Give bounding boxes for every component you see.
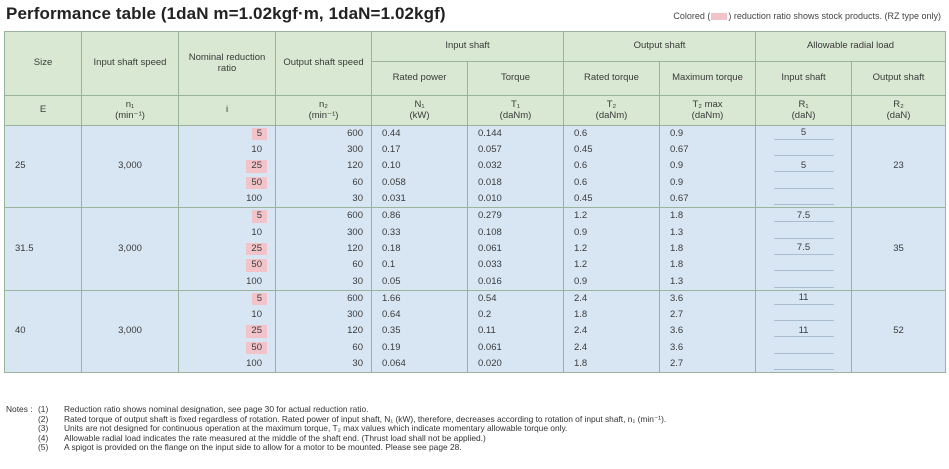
cell-input-torque: 0.016: [468, 274, 564, 291]
cell-input-radial-load: [756, 208, 852, 225]
cell-input-radial-load: [756, 191, 852, 208]
cell-rated-power: 0.64: [372, 307, 468, 323]
radial-load-value: 7.5: [774, 243, 834, 255]
cell-input-radial-load: [756, 274, 852, 291]
header-radial-load: Allowable radial load: [756, 32, 946, 62]
cell-reduction-ratio: [179, 208, 276, 225]
cell-output-speed: 600: [276, 290, 372, 307]
cell-input-radial-load: [756, 225, 852, 241]
header-output-radial: Output shaft: [852, 62, 946, 96]
header-input-radial-symbol: R₁ (daN): [756, 96, 852, 126]
cell-input-torque: 0.018: [468, 175, 564, 191]
cell-reduction-ratio: [179, 324, 276, 340]
cell-rated-power: 1.66: [372, 290, 468, 307]
header-output-radial-symbol: R₂ (daN): [852, 96, 946, 126]
cell-rated-power: 0.1: [372, 257, 468, 273]
notes-label: [6, 415, 38, 425]
stock-ratio-badge: 50: [246, 177, 267, 190]
note-text: Units are not designed for continuous operation at the maximum torque, T₂ max values which indicate momentary allowable torque only.: [64, 423, 568, 434]
cell-rated-power: 0.17: [372, 142, 468, 158]
stock-ratio-badge: 25: [246, 325, 267, 338]
cell-max-torque: 0.9: [660, 126, 756, 143]
header-rated-torque: Rated torque: [564, 62, 660, 96]
cell-rated-torque: 1.2: [564, 241, 660, 257]
cell-input-speed: 3,000: [82, 208, 179, 290]
cell-reduction-ratio: [179, 340, 276, 356]
cell-rated-torque: 2.4: [564, 324, 660, 340]
cell-output-speed: 300: [276, 225, 372, 241]
header-rated-torque-symbol: T₂ (daNm): [564, 96, 660, 126]
note-number: (3): [38, 423, 49, 434]
cell-input-radial-load: [756, 340, 852, 356]
radial-load-value: [774, 359, 834, 371]
legend-text-before: Colored (: [673, 11, 711, 21]
header-output-shaft: Output shaft: [564, 32, 756, 62]
cell-max-torque: 1.3: [660, 274, 756, 291]
legend-text-after: ) reduction ratio shows stock products. (RZ type only): [728, 11, 941, 21]
radial-load-value: 11: [774, 293, 834, 305]
cell-input-radial-load: [756, 307, 852, 323]
table-row: [5, 126, 946, 143]
cell-reduction-ratio: [179, 142, 276, 158]
note-number: (2): [38, 413, 49, 424]
radial-load-value: 7.5: [774, 211, 834, 223]
cell-output-speed: 120: [276, 159, 372, 175]
cell-output-speed: 300: [276, 307, 372, 323]
radial-load-value: 5: [774, 128, 834, 140]
cell-input-torque: 0.54: [468, 290, 564, 307]
cell-max-torque: 0.67: [660, 142, 756, 158]
cell-input-radial-load: [756, 290, 852, 307]
cell-reduction-ratio: [179, 191, 276, 208]
cell-output-speed: 60: [276, 340, 372, 356]
stock-ratio-badge: 25: [246, 243, 267, 256]
cell-input-radial-load: [756, 126, 852, 143]
cell-rated-power: 0.19: [372, 340, 468, 356]
cell-rated-torque: 0.9: [564, 274, 660, 291]
note-text: Reduction ratio shows nominal designation, see page 30 for actual reduction ratio.: [64, 404, 369, 414]
cell-output-radial-load: 52: [852, 290, 946, 372]
radial-load-value: [774, 276, 834, 288]
cell-rated-torque: 1.2: [564, 208, 660, 225]
notes-section: [6, 405, 666, 453]
ratio-value: 100: [246, 275, 262, 287]
cell-input-radial-load: [756, 257, 852, 273]
cell-input-radial-load: [756, 324, 852, 340]
cell-rated-torque: 0.45: [564, 142, 660, 158]
notes-label: [6, 424, 38, 434]
cell-input-torque: 0.020: [468, 356, 564, 373]
header-max-torque: Maximum torque: [660, 62, 756, 96]
cell-input-radial-load: [756, 159, 852, 175]
cell-max-torque: 2.7: [660, 307, 756, 323]
cell-max-torque: 0.9: [660, 159, 756, 175]
stock-ratio-badge: 5: [252, 128, 267, 141]
cell-rated-power: 0.058: [372, 175, 468, 191]
cell-rated-torque: 0.6: [564, 159, 660, 175]
cell-input-torque: 0.2: [468, 307, 564, 323]
cell-rated-power: 0.05: [372, 274, 468, 291]
cell-rated-power: 0.86: [372, 208, 468, 225]
cell-output-speed: 60: [276, 175, 372, 191]
stock-ratio-badge: 50: [246, 342, 267, 355]
cell-output-speed: 30: [276, 191, 372, 208]
cell-input-torque: 0.061: [468, 340, 564, 356]
cell-max-torque: 1.8: [660, 257, 756, 273]
cell-output-speed: 300: [276, 142, 372, 158]
cell-rated-torque: 0.9: [564, 225, 660, 241]
notes-label: Notes :: [6, 404, 33, 414]
cell-reduction-ratio: [179, 356, 276, 373]
cell-input-speed: 3,000: [82, 290, 179, 372]
cell-rated-torque: 0.6: [564, 175, 660, 191]
cell-input-torque: 0.144: [468, 126, 564, 143]
cell-output-speed: 60: [276, 257, 372, 273]
radial-load-value: [774, 177, 834, 189]
cell-reduction-ratio: [179, 159, 276, 175]
radial-load-value: [774, 145, 834, 157]
cell-reduction-ratio: [179, 307, 276, 323]
stock-ratio-badge: 5: [252, 210, 267, 223]
note-item: [6, 443, 666, 453]
header-size: Size: [5, 32, 82, 96]
cell-max-torque: 3.6: [660, 340, 756, 356]
note-number: (4): [38, 432, 49, 443]
page-title: Performance table (1daN m=1.02kgf·m, 1daN=1.02kgf): [6, 4, 446, 23]
cell-rated-torque: 2.4: [564, 340, 660, 356]
cell-reduction-ratio: [179, 175, 276, 191]
cell-output-speed: 120: [276, 324, 372, 340]
header-rated-power: Rated power: [372, 62, 468, 96]
header-output-speed: Output shaft speed: [276, 32, 372, 96]
cell-rated-power: 0.35: [372, 324, 468, 340]
header-output-speed-symbol: n₂ (min⁻¹): [276, 96, 372, 126]
cell-max-torque: 0.9: [660, 175, 756, 191]
cell-input-torque: 0.11: [468, 324, 564, 340]
cell-output-radial-load: 23: [852, 126, 946, 208]
note-text: Allowable radial load indicates the rate measured at the middle of the shaft end. (Thrust load shall not be applied.): [64, 432, 486, 443]
note-number: (1): [38, 404, 49, 414]
cell-max-torque: 2.7: [660, 356, 756, 373]
ratio-value: 10: [251, 144, 262, 156]
notes-label: [6, 443, 38, 453]
stock-legend: [673, 11, 941, 21]
cell-input-radial-load: [756, 175, 852, 191]
cell-rated-torque: 1.2: [564, 257, 660, 273]
cell-input-radial-load: [756, 142, 852, 158]
stock-ratio-badge: 25: [246, 160, 267, 173]
cell-input-torque: 0.108: [468, 225, 564, 241]
header-max-torque-symbol: T₂ max (daNm): [660, 96, 756, 126]
radial-load-value: [774, 260, 834, 272]
note-text: A spigot is provided on the flange on the input side to allow for a motor to be mounted. Please see page 28.: [64, 442, 462, 453]
cell-max-torque: 3.6: [660, 290, 756, 307]
cell-output-speed: 600: [276, 208, 372, 225]
header-torque: Torque: [468, 62, 564, 96]
cell-max-torque: 1.8: [660, 208, 756, 225]
cell-rated-torque: 1.8: [564, 307, 660, 323]
ratio-value: 100: [246, 358, 262, 370]
header-torque-symbol: T₁ (daNm): [468, 96, 564, 126]
ratio-value: 100: [246, 193, 262, 205]
table-row: [5, 290, 946, 307]
cell-input-torque: 0.033: [468, 257, 564, 273]
notes-label: [6, 434, 38, 444]
header-input-radial: Input shaft: [756, 62, 852, 96]
cell-rated-power: 0.33: [372, 225, 468, 241]
cell-output-speed: 120: [276, 241, 372, 257]
table-row: [5, 208, 946, 225]
header-input-shaft: Input shaft: [372, 32, 564, 62]
cell-rated-torque: 2.4: [564, 290, 660, 307]
cell-rated-power: 0.18: [372, 241, 468, 257]
radial-load-value: [774, 194, 834, 206]
cell-input-speed: 3,000: [82, 126, 179, 208]
cell-reduction-ratio: [179, 274, 276, 291]
ratio-value: 10: [251, 226, 262, 238]
cell-input-torque: 0.279: [468, 208, 564, 225]
cell-input-torque: 0.032: [468, 159, 564, 175]
cell-max-torque: 3.6: [660, 324, 756, 340]
cell-size: 40: [5, 290, 82, 372]
cell-input-torque: 0.057: [468, 142, 564, 158]
cell-reduction-ratio: [179, 241, 276, 257]
cell-rated-power: 0.10: [372, 159, 468, 175]
header-size-symbol: E: [5, 96, 82, 126]
cell-rated-torque: 0.6: [564, 126, 660, 143]
cell-reduction-ratio: [179, 290, 276, 307]
radial-load-value: 11: [774, 326, 834, 338]
cell-output-speed: 30: [276, 274, 372, 291]
note-number: (5): [38, 442, 49, 453]
stock-ratio-badge: 50: [246, 259, 267, 272]
stock-ratio-badge: 5: [252, 293, 267, 306]
radial-load-value: [774, 342, 834, 354]
cell-rated-torque: 1.8: [564, 356, 660, 373]
header-input-speed: Input shaft speed: [82, 32, 179, 96]
cell-size: 31.5: [5, 208, 82, 290]
cell-output-speed: 30: [276, 356, 372, 373]
cell-rated-torque: 0.45: [564, 191, 660, 208]
cell-max-torque: 0.67: [660, 191, 756, 208]
cell-input-radial-load: [756, 356, 852, 373]
header-ratio-symbol: i: [179, 96, 276, 126]
cell-reduction-ratio: [179, 257, 276, 273]
cell-rated-power: 0.44: [372, 126, 468, 143]
cell-reduction-ratio: [179, 126, 276, 143]
cell-rated-power: 0.064: [372, 356, 468, 373]
cell-size: 25: [5, 126, 82, 208]
stock-color-swatch: [711, 13, 727, 20]
ratio-value: 10: [251, 309, 262, 321]
header-nominal-ratio: Nominal reduction ratio: [179, 32, 276, 96]
cell-input-torque: 0.010: [468, 191, 564, 208]
cell-output-speed: 600: [276, 126, 372, 143]
cell-input-radial-load: [756, 241, 852, 257]
radial-load-value: 5: [774, 161, 834, 173]
radial-load-value: [774, 310, 834, 322]
cell-max-torque: 1.8: [660, 241, 756, 257]
performance-table: [4, 31, 946, 373]
cell-rated-power: 0.031: [372, 191, 468, 208]
table-body: [5, 126, 946, 373]
header-input-speed-symbol: n₁ (min⁻¹): [82, 96, 179, 126]
cell-reduction-ratio: [179, 225, 276, 241]
radial-load-value: [774, 227, 834, 239]
header-rated-power-symbol: N₁ (kW): [372, 96, 468, 126]
cell-max-torque: 1.3: [660, 225, 756, 241]
note-text: Rated torque of output shaft is fixed regardless of rotation. Rated power of input shaft, N₁ (kW), therefore, decreases according to rotation of input shaft, n₁ (min⁻¹).: [64, 413, 667, 424]
cell-input-torque: 0.061: [468, 241, 564, 257]
cell-output-radial-load: 35: [852, 208, 946, 290]
